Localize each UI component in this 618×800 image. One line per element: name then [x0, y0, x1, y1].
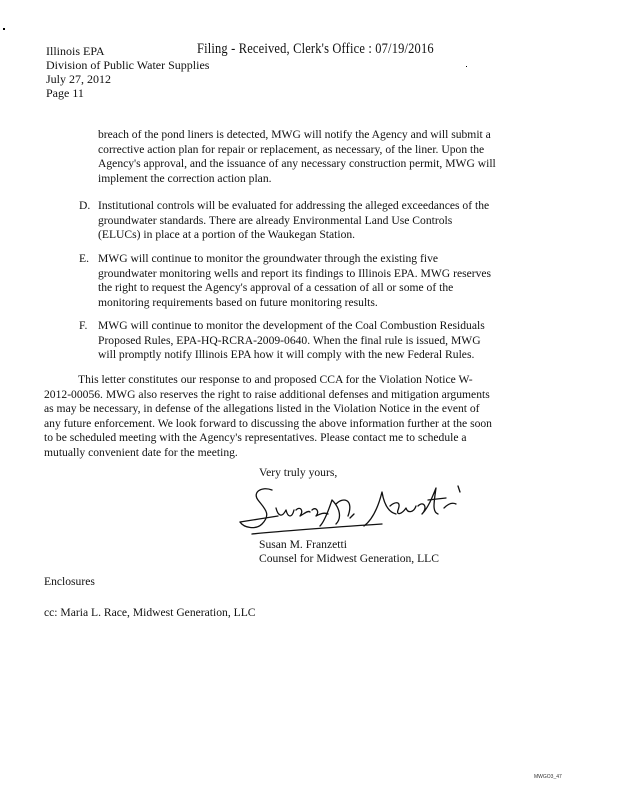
- bates-number: MWGO3_47: [534, 774, 562, 780]
- closing-paragraph: This letter constitutes our response to and proposed CCA for the Violation Notice W- 2012-00056. MWG also reserves the right to raise additional defenses and mitigation arguments as may be necessary, in defense of the allegations listed in the Violation Notice in the event of any future enforcement. We look forward to discussing the above information further at the soon to be scheduled meeting with the Agency's representatives. Please contact me to schedule a mutually convenient date for the meeting.: [44, 373, 492, 459]
- item-label: E.: [79, 252, 89, 265]
- scan-mark: [466, 66, 467, 67]
- handwritten-signature: [232, 478, 482, 540]
- item-d-text: Institutional controls will be evaluated for addressing the alleged exceedances of the groundwater standards. There are already Environmental Land Use Controls (ELUCs) in place at a portion of the Waukegan Station.: [98, 199, 490, 242]
- item-f-text: MWG will continue to monitor the development of the Coal Combustion Residuals Proposed Rules, EPA-HQ-RCRA-2009-0640. When the final rule is issued, MWG will promptly notify Illinois EPA how it will comply with the new Federal Rules.: [98, 319, 485, 362]
- enclosures-note: Enclosures: [44, 575, 95, 588]
- page-number: Page 11: [46, 86, 84, 100]
- letter-date: July 27, 2012: [46, 72, 112, 86]
- item-e-text: MWG will continue to monitor the groundwater through the existing five groundwater monitoring wells and report its findings to Illinois EPA. MWG reserves the right to request the Agency's approval of a cessation of all or some of the monitoring requirements based on future monitoring results.: [98, 252, 492, 309]
- letterhead-recipient: Illinois EPA: [46, 44, 105, 58]
- scan-mark: [3, 28, 5, 30]
- continuation-paragraph: breach of the pond liners is detected, MWG will notify the Agency and will submit a corrective action plan for repair or replacement, as necessary, of the liner. Upon the Agency's approval, and the issuance of any necessary construction permit, MWG will implement the correction action plan.: [98, 128, 496, 185]
- letterhead-division: Division of Public Water Supplies: [46, 58, 210, 72]
- item-label: F.: [79, 319, 88, 332]
- signer-title: Counsel for Midwest Generation, LLC: [259, 552, 439, 565]
- salutation: Very truly yours,: [259, 466, 338, 479]
- cc-line: cc: Maria L. Race, Midwest Generation, LLC: [44, 606, 256, 619]
- filing-stamp: Filing - Received, Clerk's Office : 07/19/2016: [197, 41, 434, 57]
- item-label: D.: [79, 199, 91, 212]
- signer-name: Susan M. Franzetti: [259, 538, 347, 551]
